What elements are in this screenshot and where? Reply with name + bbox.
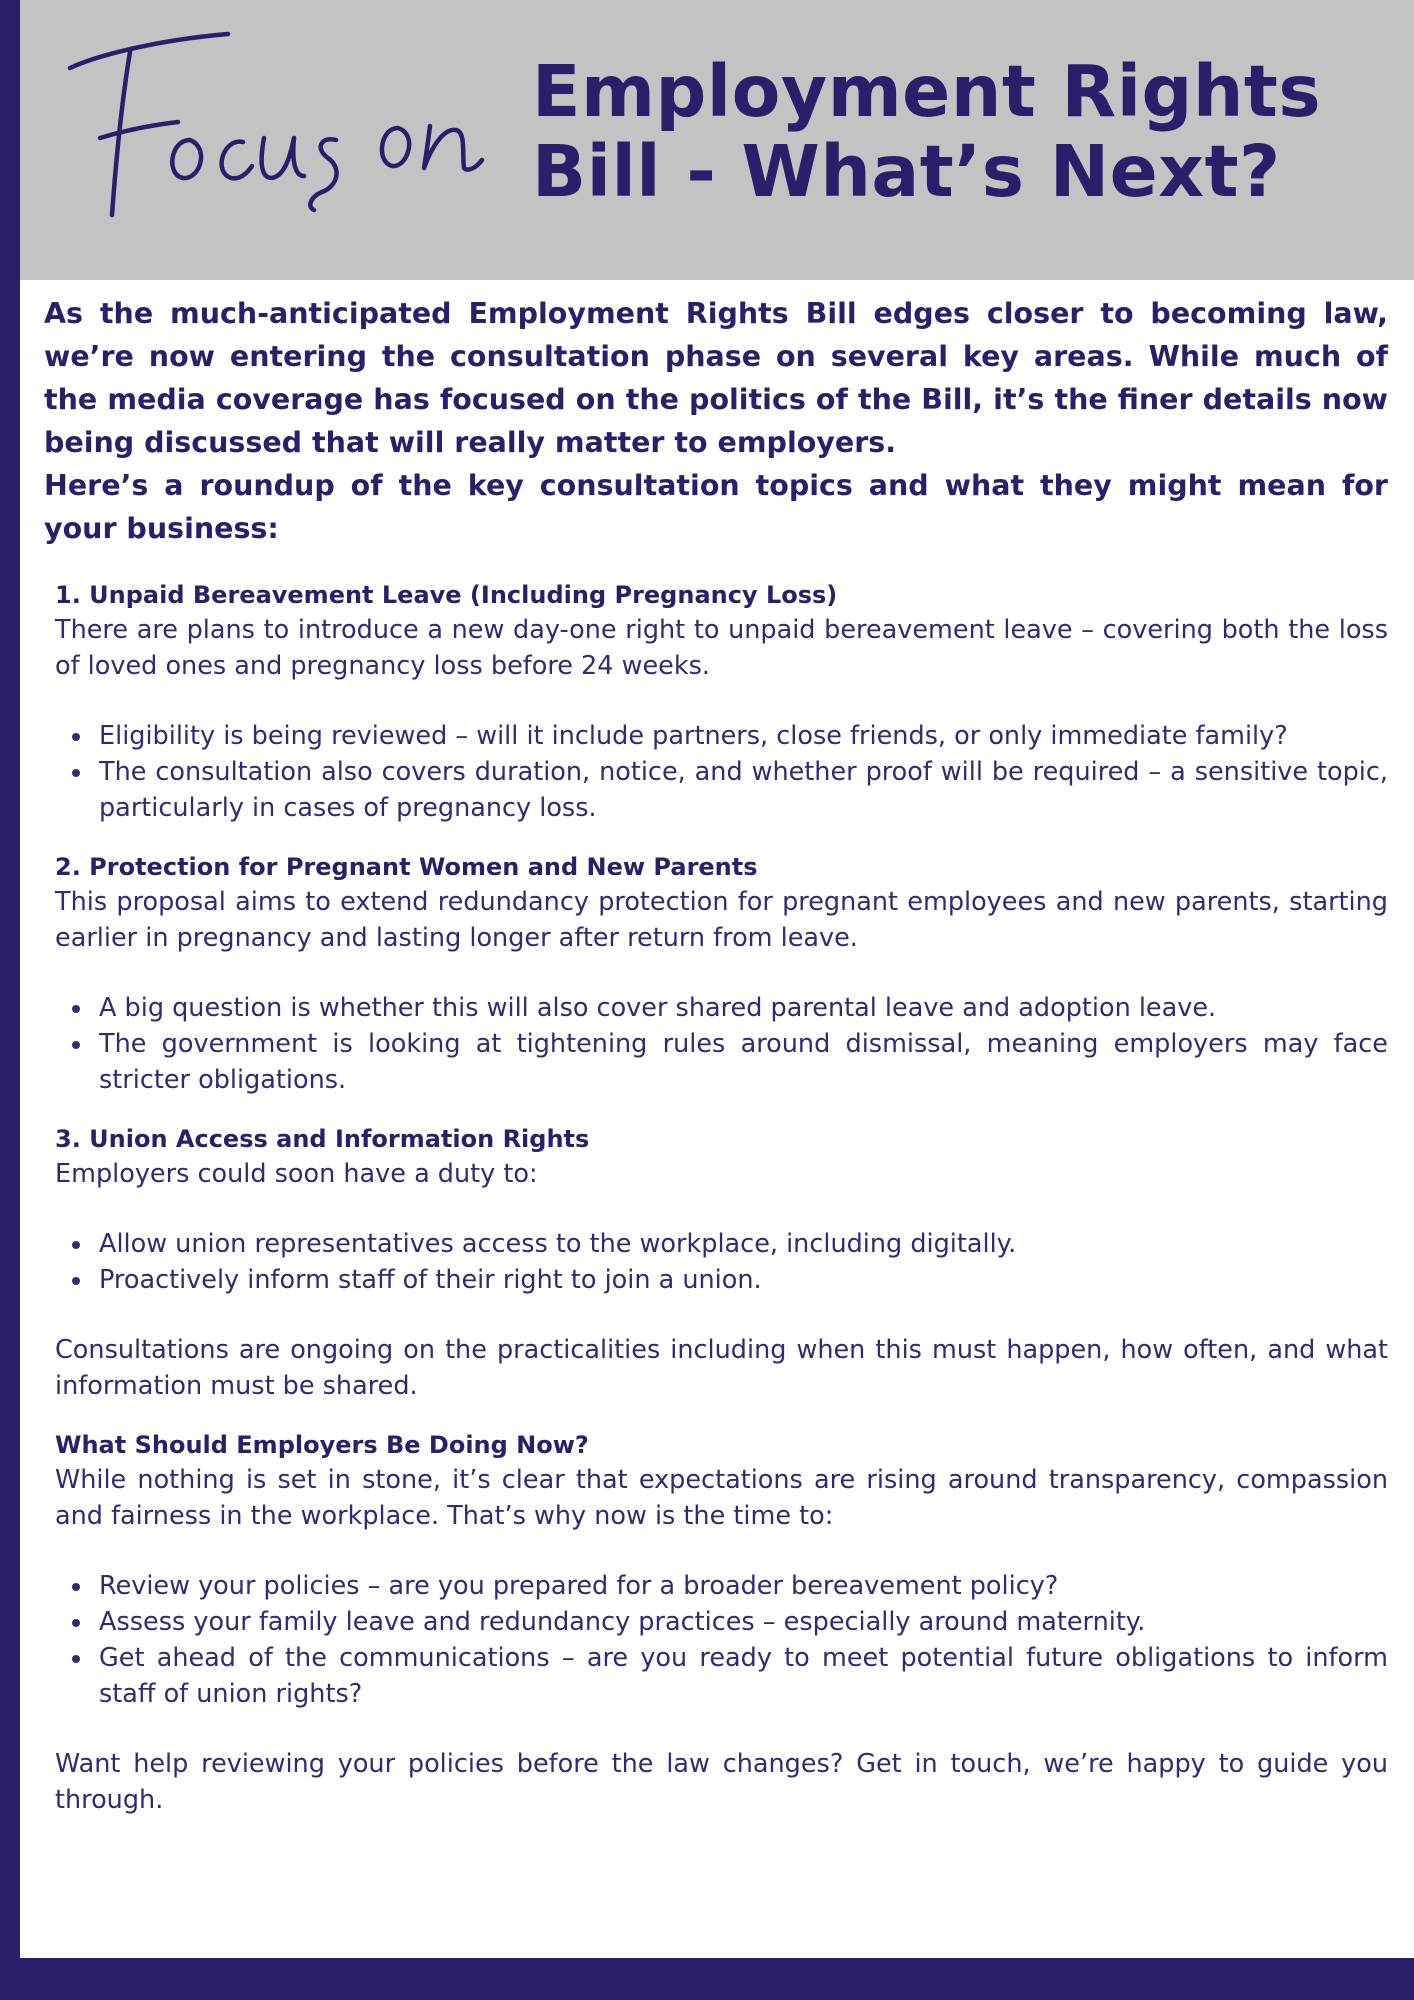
- list-item: A big question is whether this will also cover shared parental leave and adoption leave.: [55, 990, 1388, 1026]
- list-item: Assess your family leave and redundancy practices – especially around maternity.: [55, 1604, 1388, 1640]
- section-heading: What Should Employers Be Doing Now?: [55, 1431, 589, 1459]
- list-item: The consultation also covers duration, notice, and whether proof will be required – a sensitive topic, particularly in cases of pregnancy loss.: [55, 754, 1388, 826]
- call-to-action-text: Want help reviewing your policies before the law changes? Get in touch, we’re happy to guide you through.: [55, 1749, 1388, 1815]
- section-heading: 1. Unpaid Bereavement Leave (Including Pregnancy Loss): [55, 581, 838, 609]
- section-union-access: [55, 1122, 1388, 1404]
- bullet-list: [55, 990, 1388, 1098]
- article-body: [44, 292, 1388, 1842]
- left-accent-bar: [0, 0, 20, 2000]
- list-item: Eligibility is being reviewed – will it include partners, close friends, or only immediate family?: [55, 718, 1388, 754]
- bullet-list: [55, 1568, 1388, 1712]
- sections: [44, 578, 1388, 1818]
- section-pregnancy-protection: [55, 850, 1388, 1098]
- intro: [44, 292, 1388, 550]
- focus-on-script-logo: [38, 10, 498, 230]
- section-heading: 3. Union Access and Information Rights: [55, 1125, 590, 1153]
- intro-lead-in: Here’s a roundup of the key consultation topics and what they might mean for your business:: [44, 469, 1388, 545]
- section-bereavement-leave: [55, 578, 1388, 826]
- list-item: Review your policies – are you prepared for a broader bereavement policy?: [55, 1568, 1388, 1604]
- section-text: This proposal aims to extend redundancy protection for pregnant employees and new parents, starting earlier in pregnancy and lasting longer after return from leave.: [55, 887, 1388, 953]
- section-heading: 2. Protection for Pregnant Women and New Parents: [55, 853, 758, 881]
- section-closing-text: Consultations are ongoing on the practicalities including when this must happen, how often, and what information must be shared.: [55, 1335, 1388, 1401]
- list-item: Get ahead of the communications – are you ready to meet potential future obligations to inform staff of union rights?: [55, 1640, 1388, 1712]
- page-title: [532, 52, 1392, 212]
- section-text: Employers could soon have a duty to:: [55, 1159, 538, 1189]
- bullet-list: [55, 718, 1388, 826]
- section-text: There are plans to introduce a new day-one right to unpaid bereavement leave – covering both the loss of loved ones and pregnancy loss before 24 weeks.: [55, 615, 1388, 681]
- page-title-line-2: Bill - What’s Next?: [532, 130, 1281, 213]
- section-text: While nothing is set in stone, it’s clear that expectations are rising around transparency, compassion and fairness in the workplace. That’s why now is the time to:: [55, 1465, 1388, 1531]
- intro-paragraph: As the much-anticipated Employment Rights Bill edges closer to becoming law, we’re now entering the consultation phase on several key areas. While much of the media coverage has focused on the politics of the Bill, it’s the finer details now being discussed that will really matter to employers.: [44, 297, 1388, 459]
- header-banner: [20, 0, 1414, 280]
- list-item: Allow union representatives access to the workplace, including digitally.: [55, 1226, 1388, 1262]
- bullet-list: [55, 1226, 1388, 1298]
- bottom-accent-bar: [0, 1958, 1414, 2000]
- list-item: Proactively inform staff of their right to join a union.: [55, 1262, 1388, 1298]
- list-item: The government is looking at tightening rules around dismissal, meaning employers may face stricter obligations.: [55, 1026, 1388, 1098]
- page-title-line-1: Employment Rights: [532, 50, 1322, 133]
- section-what-employers-should-do: [55, 1428, 1388, 1818]
